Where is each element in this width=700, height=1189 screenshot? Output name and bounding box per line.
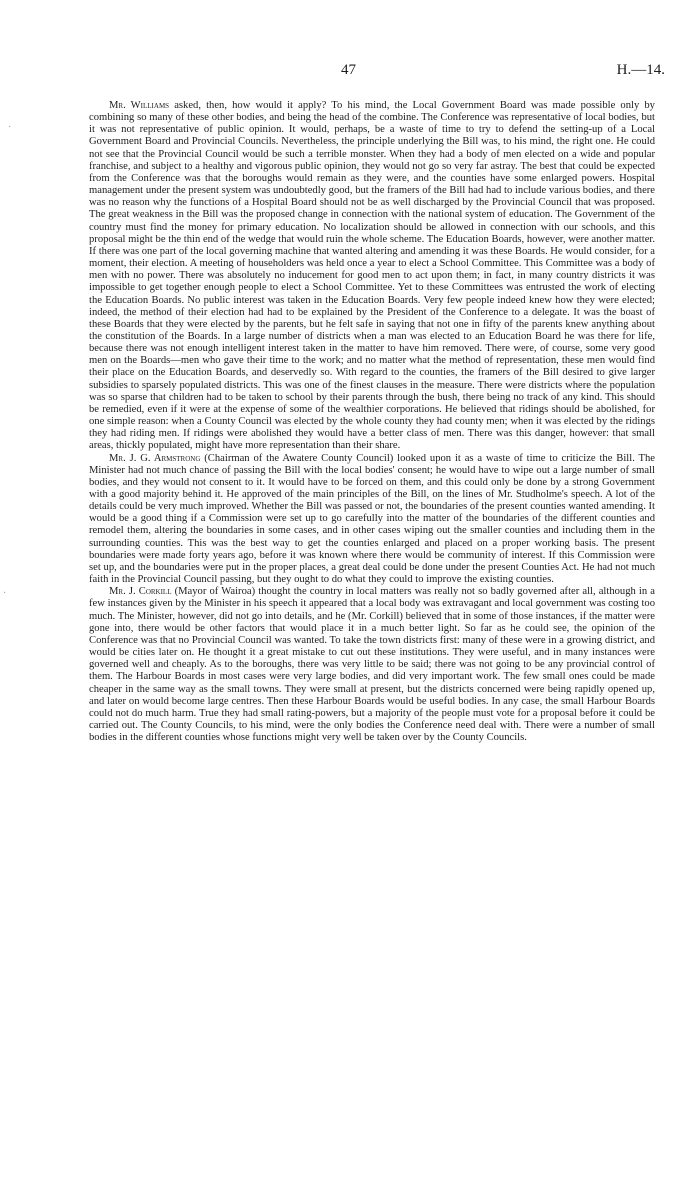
speaker-name: Mr. J. G. Armstrong bbox=[109, 452, 201, 464]
paragraph-text: asked, then, how would it apply? To his mind, the Local Government Board was made possible only by combining so many of these other bodies, and being the head of the combine. The Conference was representative of local bodies, but it was not representative of public opinion. It would, perhaps, be a waste of time to try to defend the setting-up of a Local Government Board and Provincial Councils. Nevertheless, the principle underlying the Bill was, to his mind, the right one. He could not see that the Provincial Council would be such a terrible monster. When they had a body of men elected on a wide and popular franchise, and subject to a healthy and vigorous public opinion, they would not go so very far astray. The best that could be expected from the Conference was that the boroughs would remain as they were, and the counties have some enlarged powers. Hospital management under the present system was undoubtedly good, but the framers of the Bill had had to include various bodies, and there was no reason why the functions of a Hospital Board should not be as well discharged by the Provincial Council that was proposed. The great weakness in the Bill was the proposed change in connection with the national system of education. The Government of the country must find the money for primary education. No localization should be allowed in connection with our schools, and this proposal might be the thin end of the wedge that would ruin the whole scheme. The Education Boards, however, were another matter. If there was one part of the local governing machine that wanted altering and amending it was these Boards. He would consider, for a moment, their election. A meeting of householders was held once a year to elect a School Committee. This Committee was a body of men with no power. There was absolutely no inducement for good men to act upon them; in fact, in many country districts it was impossible to get together enough people to elect a School Committee. Yet to these Committees was entrusted the work of electing the Education Boards. No public interest was taken in the Education Boards. Very few people indeed knew how they were elected; indeed, the method of their election had had to be explained by the President of the Conference to a delegate. It was the boast of these Boards that they were elected by the parents, but he felt safe in saying that not one in fifty of the parents knew anything about the constitution of the Boards. In a large number of districts when a man was elected to an Education Board he was there for life, because there was not enough intelligent interest taken in the matter to have him removed. There were, of course, some very good men on the Boards—men who gave their time to the work; and no matter what the method of representation, these men would find their place on the Education Boards, and deservedly so. With regard to the counties, the framers of the Bill desired to give larger subsidies to sparsely populated districts. This was one of the finest clauses in the measure. There were districts where the population was so sparse that children had to be taken to school by their parents through the bush, there being no track of any kind. This should be remedied, even if it were at the expense of some of the wealthier corporations. He believed that ridings should be abolished, for one simple reason: when a County Council was elected by the whole county they had county men; when it was elected by the ridings they had riding men. If ridings were abolished they would have a better class of men. There was this danger, however: that small areas, thickly populated, might have more representation than their share. bbox=[89, 100, 655, 452]
paragraph-text: (Chairman of the Awatere County Council) looked upon it as a waste of time to criticize the Bill. The Minister had not much chance of passing the Bill with the local bodies' consent; he would have to wipe out a large number of small bodies, and they would not consent to it. It would have to be forced on them, and this could only be done by a strong Government with a good majority behind it. He approved of the main principles of the Bill, on the lines of Mr. Studholme's speech. A lot of the details could be very much improved. Whether the Bill was passed or not, the boundaries of the present counties wanted amending. It would be a good thing if a Commission were set up to go carefully into the matter of the boundaries of the different counties and remodel them, altering the boundaries in some cases, and in other cases wiping out the smaller counties and including them in the surrounding counties. This was the best way to get the counties enlarged and placed on a proper working basis. The present boundaries were made forty years ago, before it was known where there would be community of interest. If this Commission were set up, and the boundaries were put in the proper places, a great deal could be done under the present Counties Act. He had not much faith in the Provincial Council passing, but they ought to do what they could to improve the existing counties. bbox=[89, 452, 655, 586]
page-header bbox=[0, 62, 700, 82]
margin-mark: · bbox=[3, 588, 7, 599]
paragraph bbox=[89, 100, 655, 453]
paragraph bbox=[89, 453, 655, 587]
body-text bbox=[89, 100, 655, 744]
document-reference: H.—14. bbox=[616, 62, 665, 78]
paragraph-text: (Mayor of Wairoa) thought the country in local matters was really not so badly governed after all, although in a few instances given by the Minister in his speech it appeared that a local body was extravagant and local government was costing too much. The Minister, however, did not go into details, and he (Mr. Corkill) believed that in some of those instances, if the matter were gone into, there would be other factors that would place it in a much better light. So far as he could see, the opinion of the Conference was that no Provincial Council was wanted. To take the town districts first: many of these were in a growing district, and would be cities later on. He thought it a great mistake to cut out these institutions. They were useful, and in many instances were governed well and cheaply. As to the boroughs, there was very little to be said; there was not going to be any provincial control of them. The Harbour Boards in most cases were very large bodies, and did very important work. The few small ones could be made cheaper in the same way as the small towns. They were small at present, but the districts concerned were being rapidly opened up, and later on would become large centres. Then these Harbour Boards would be useful bodies. In any case, the small Harbour Boards could not do much harm. True they had small rating-powers, but a majority of the people must vote for a proposal before it could be carried out. The County Councils, to his mind, were the only bodies the Conference need deal with. There were a number of small bodies in the different counties whose functions might very well be taken over by the County Councils. bbox=[89, 586, 655, 744]
page-number: 47 bbox=[341, 62, 356, 78]
paragraph bbox=[89, 586, 655, 744]
speaker-name: Mr. Williams bbox=[109, 100, 170, 111]
margin-mark: · bbox=[8, 122, 12, 133]
speaker-name: Mr. J. Corkill bbox=[109, 586, 172, 598]
